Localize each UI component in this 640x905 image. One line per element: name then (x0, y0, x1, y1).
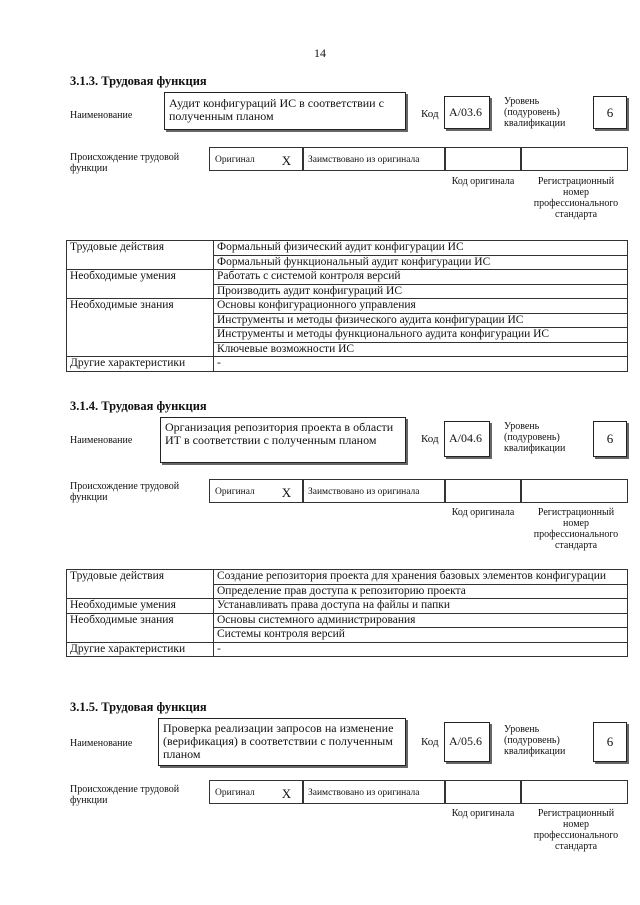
code-original-cell (445, 780, 521, 804)
code-value-box: A/03.6 (444, 96, 490, 129)
row-label: Необходимые знания (67, 299, 214, 357)
level-label: Уровень (подуровень) квалификации (504, 724, 566, 757)
origin-label: Происхождение трудовой функции (70, 784, 180, 806)
original-mark: X (271, 147, 303, 171)
row-item: Формальный физический аудит конфигурации ИС (214, 241, 628, 256)
row-item: Создание репозитория проекта для хранения базовых элементов конфигурации (214, 570, 628, 585)
function-table (66, 569, 628, 657)
name-label: Наименование (70, 738, 133, 749)
original-mark: X (271, 479, 303, 503)
row-label: Трудовые действия (67, 241, 214, 270)
code-original-cell (445, 147, 521, 171)
section-heading: 3.1.5. Трудовая функция (70, 700, 207, 714)
row-item: - (214, 642, 628, 657)
section-heading: 3.1.3. Трудовая функция (70, 74, 207, 88)
row-item: Работать с системой контроля версий (214, 270, 628, 285)
row-item: Основы конфигурационного управления (214, 299, 628, 314)
code-original-cell (445, 479, 521, 503)
origin-label: Происхождение трудовой функции (70, 152, 180, 174)
function-table (66, 240, 628, 372)
name-label: Наименование (70, 435, 133, 446)
level-value-box: 6 (593, 421, 627, 457)
row-label: Другие характеристики (67, 357, 214, 372)
original-cell: Оригинал (209, 780, 271, 804)
name-value-box: Проверка реализации запросов на изменение (верификация) в соответствии с полученным планом (158, 718, 406, 766)
borrowed-cell: Заимствовано из оригинала (303, 780, 445, 804)
section-heading: 3.1.4. Трудовая функция (70, 399, 207, 413)
row-label: Необходимые умения (67, 270, 214, 299)
row-label: Необходимые умения (67, 599, 214, 614)
original-cell: Оригинал (209, 147, 271, 171)
row-item: Инструменты и методы физического аудита конфигурации ИС (214, 313, 628, 328)
level-value-box: 6 (593, 96, 627, 129)
name-label: Наименование (70, 110, 133, 121)
reg-number-label: Регистрационный номер профессионального стандарта (533, 507, 619, 551)
code-label: Код (421, 433, 439, 445)
section-3-1-3 (0, 74, 640, 369)
code-value-box: A/05.6 (444, 722, 490, 762)
borrowed-cell: Заимствовано из оригинала (303, 479, 445, 503)
code-original-label: Код оригинала (451, 808, 515, 819)
reg-number-cell (521, 780, 628, 804)
reg-number-cell (521, 147, 628, 171)
reg-number-label: Регистрационный номер профессионального стандарта (533, 176, 619, 220)
row-label: Другие характеристики (67, 642, 214, 657)
code-value-box: A/04.6 (444, 421, 490, 457)
section-3-1-5 (0, 700, 640, 900)
row-item: Инструменты и методы функционального аудита конфигурации ИС (214, 328, 628, 343)
level-label: Уровень (подуровень) квалификации (504, 421, 566, 454)
row-item: Производить аудит конфигураций ИС (214, 284, 628, 299)
original-mark: X (271, 780, 303, 804)
name-value-box: Аудит конфигураций ИС в соответствии с полученным планом (164, 92, 406, 130)
page-number: 14 (314, 46, 326, 60)
name-value-box: Организация репозитория проекта в области ИТ в соответствии с полученным планом (160, 417, 406, 463)
row-item: Формальный функциональный аудит конфигурации ИС (214, 255, 628, 270)
row-item: Определение прав доступа к репозиторию проекта (214, 584, 628, 599)
row-item: - (214, 357, 628, 372)
code-original-label: Код оригинала (451, 176, 515, 187)
level-label: Уровень (подуровень) квалификации (504, 96, 566, 129)
level-value-box: 6 (593, 722, 627, 762)
reg-number-cell (521, 479, 628, 503)
row-item: Устанавливать права доступа на файлы и папки (214, 599, 628, 614)
section-3-1-4 (0, 399, 640, 689)
row-item: Основы системного администрирования (214, 613, 628, 628)
code-label: Код (421, 108, 439, 120)
original-cell: Оригинал (209, 479, 271, 503)
code-label: Код (421, 736, 439, 748)
row-item: Системы контроля версий (214, 628, 628, 643)
borrowed-cell: Заимствовано из оригинала (303, 147, 445, 171)
row-label: Необходимые знания (67, 613, 214, 642)
origin-label: Происхождение трудовой функции (70, 481, 180, 503)
row-label: Трудовые действия (67, 570, 214, 599)
row-item: Ключевые возможности ИС (214, 342, 628, 357)
reg-number-label: Регистрационный номер профессионального стандарта (533, 808, 619, 852)
code-original-label: Код оригинала (451, 507, 515, 518)
